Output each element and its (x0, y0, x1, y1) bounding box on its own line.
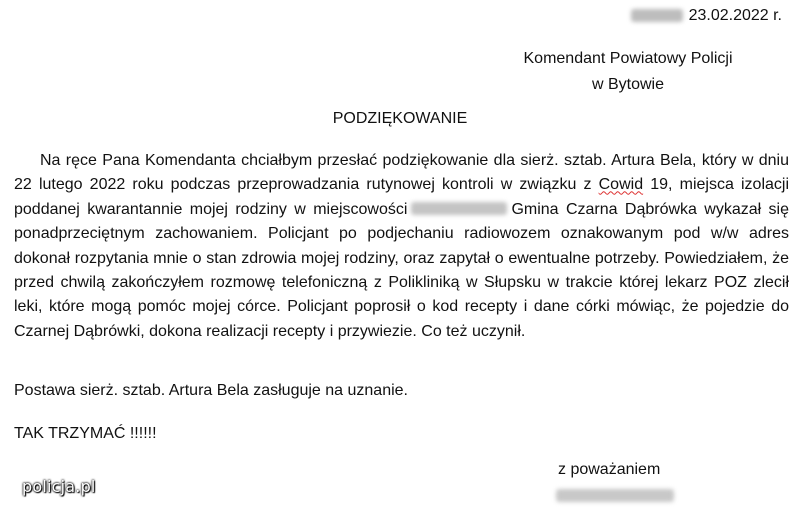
closing-phrase: z poważaniem (558, 461, 661, 478)
date-line (631, 7, 782, 25)
addressee-line1: Komendant Powiatowy Policji (523, 50, 733, 67)
letter-date: 23.02.2022 r. (688, 7, 782, 24)
addressee-line2: w Bytowie (591, 76, 665, 93)
redacted-place (631, 9, 683, 22)
paragraph-main (14, 149, 789, 344)
letter-heading: PODZIĘKOWANIE (332, 110, 468, 127)
para1-part2: 19, miejsca izolacji poddanej kwarantannie mojej rodziny w miejscowości (14, 176, 790, 218)
para1-part1: Na ręce Pana Komendanta chciałbym przesłać podziękowanie dla sierż. sztab. Artura Bela, który w dniu 22 lutego 2022 roku podczas przeprowadzania rutynowej kontroli w związku z (14, 152, 789, 194)
addressee-block (498, 46, 758, 98)
paragraph-praise: Postawa sierż. sztab. Artura Bela zasługuje na uznanie. (14, 382, 408, 399)
redacted-village (411, 202, 507, 215)
paragraph-exclaim: TAK TRZYMAĆ !!!!!! (14, 425, 157, 442)
redacted-signature (556, 489, 674, 502)
letter-body (14, 149, 789, 344)
para1-covid-word: Cowid (598, 176, 644, 194)
para1-part3: Gmina Czarna Dąbrówka wykazał się ponadprzeciętnym zachowaniem. Policjant po podjechaniu radiowozem oznakowanym pod w/w adres dokonał rozpytania mnie o stan zdrowia mojej rodziny, oraz zapytał o ewentualne potrzeby. Powiedziałem, że przed chwilą zakończyłem rozmowę telefoniczną z Polikliniką w Słupsku w trakcie której lekarz POZ zlecił leki, które mogą pomóc mojej córce. Policjant poprosił o kod recepty i dane córki mówiąc, że pojedzie do Czarnej Dąbrówki, dokona realizacji recepty i przywiezie. Co też uczynił. (14, 200, 790, 340)
watermark-logo: policja.pl (22, 477, 96, 496)
